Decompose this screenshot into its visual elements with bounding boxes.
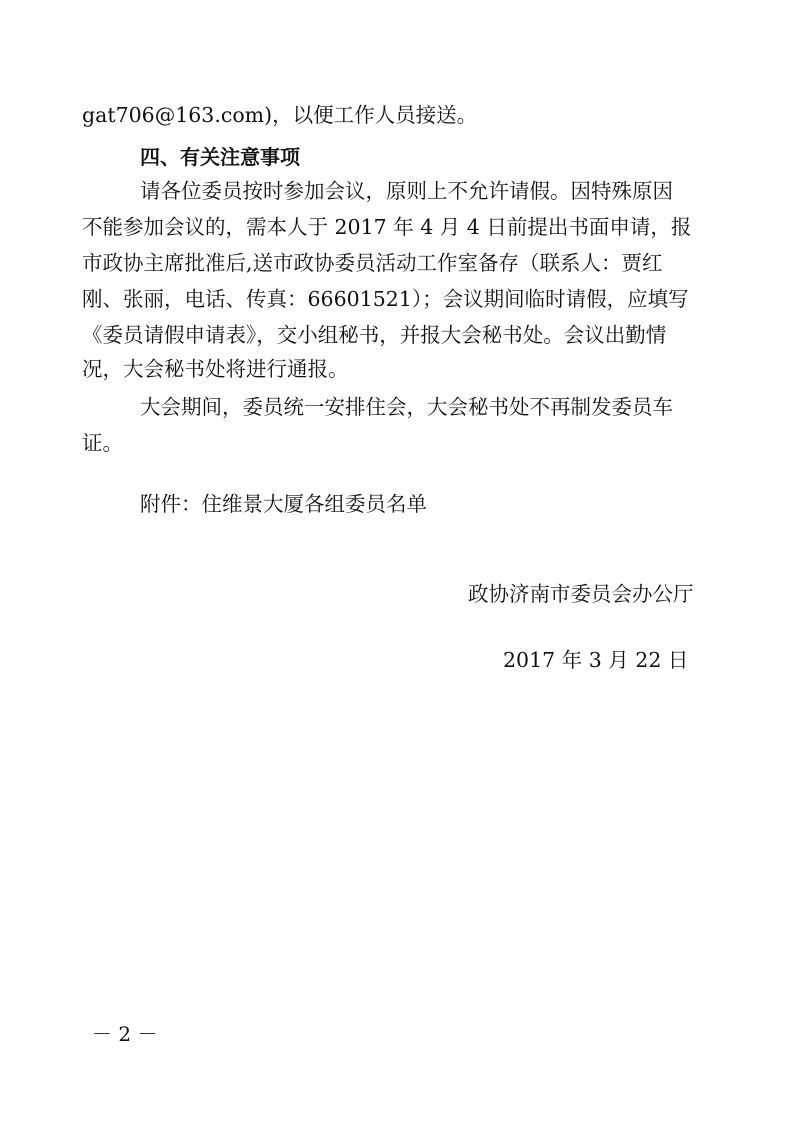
signature-date: 2017 年 3 月 22 日	[503, 648, 689, 672]
body-line: 请各位委员按时参加会议，原则上不允许请假。因特殊原因	[140, 179, 673, 203]
section-heading: 四、有关注意事项	[140, 145, 300, 169]
body-line: 况，大会秘书处将进行通报。	[82, 357, 349, 381]
page-number: － 2 －	[92, 1022, 158, 1046]
body-line: gat706@163.com)，以便工作人员接送。	[82, 103, 478, 127]
body-line: 大会期间，委员统一安排住会，大会秘书处不再制发委员车	[140, 395, 673, 419]
signature-organization: 政协济南市委员会办公厅	[468, 582, 694, 606]
body-line: 刚、张丽，电话、传真：66601521）；会议期间临时请假，应填写	[82, 287, 689, 311]
body-line: 市政协主席批准后,送市政协委员活动工作室备存（联系人：贾红	[82, 251, 663, 275]
body-line: 证。	[82, 431, 123, 455]
attachment-note: 附件：住维景大厦各组委员名单	[140, 492, 427, 516]
body-line: 不能参加会议的，需本人于 2017 年 4 月 4 日前提出书面申请，报	[82, 215, 692, 239]
body-line: 《委员请假申请表》，交小组秘书，并报大会秘书处。会议出勤情	[82, 323, 667, 347]
